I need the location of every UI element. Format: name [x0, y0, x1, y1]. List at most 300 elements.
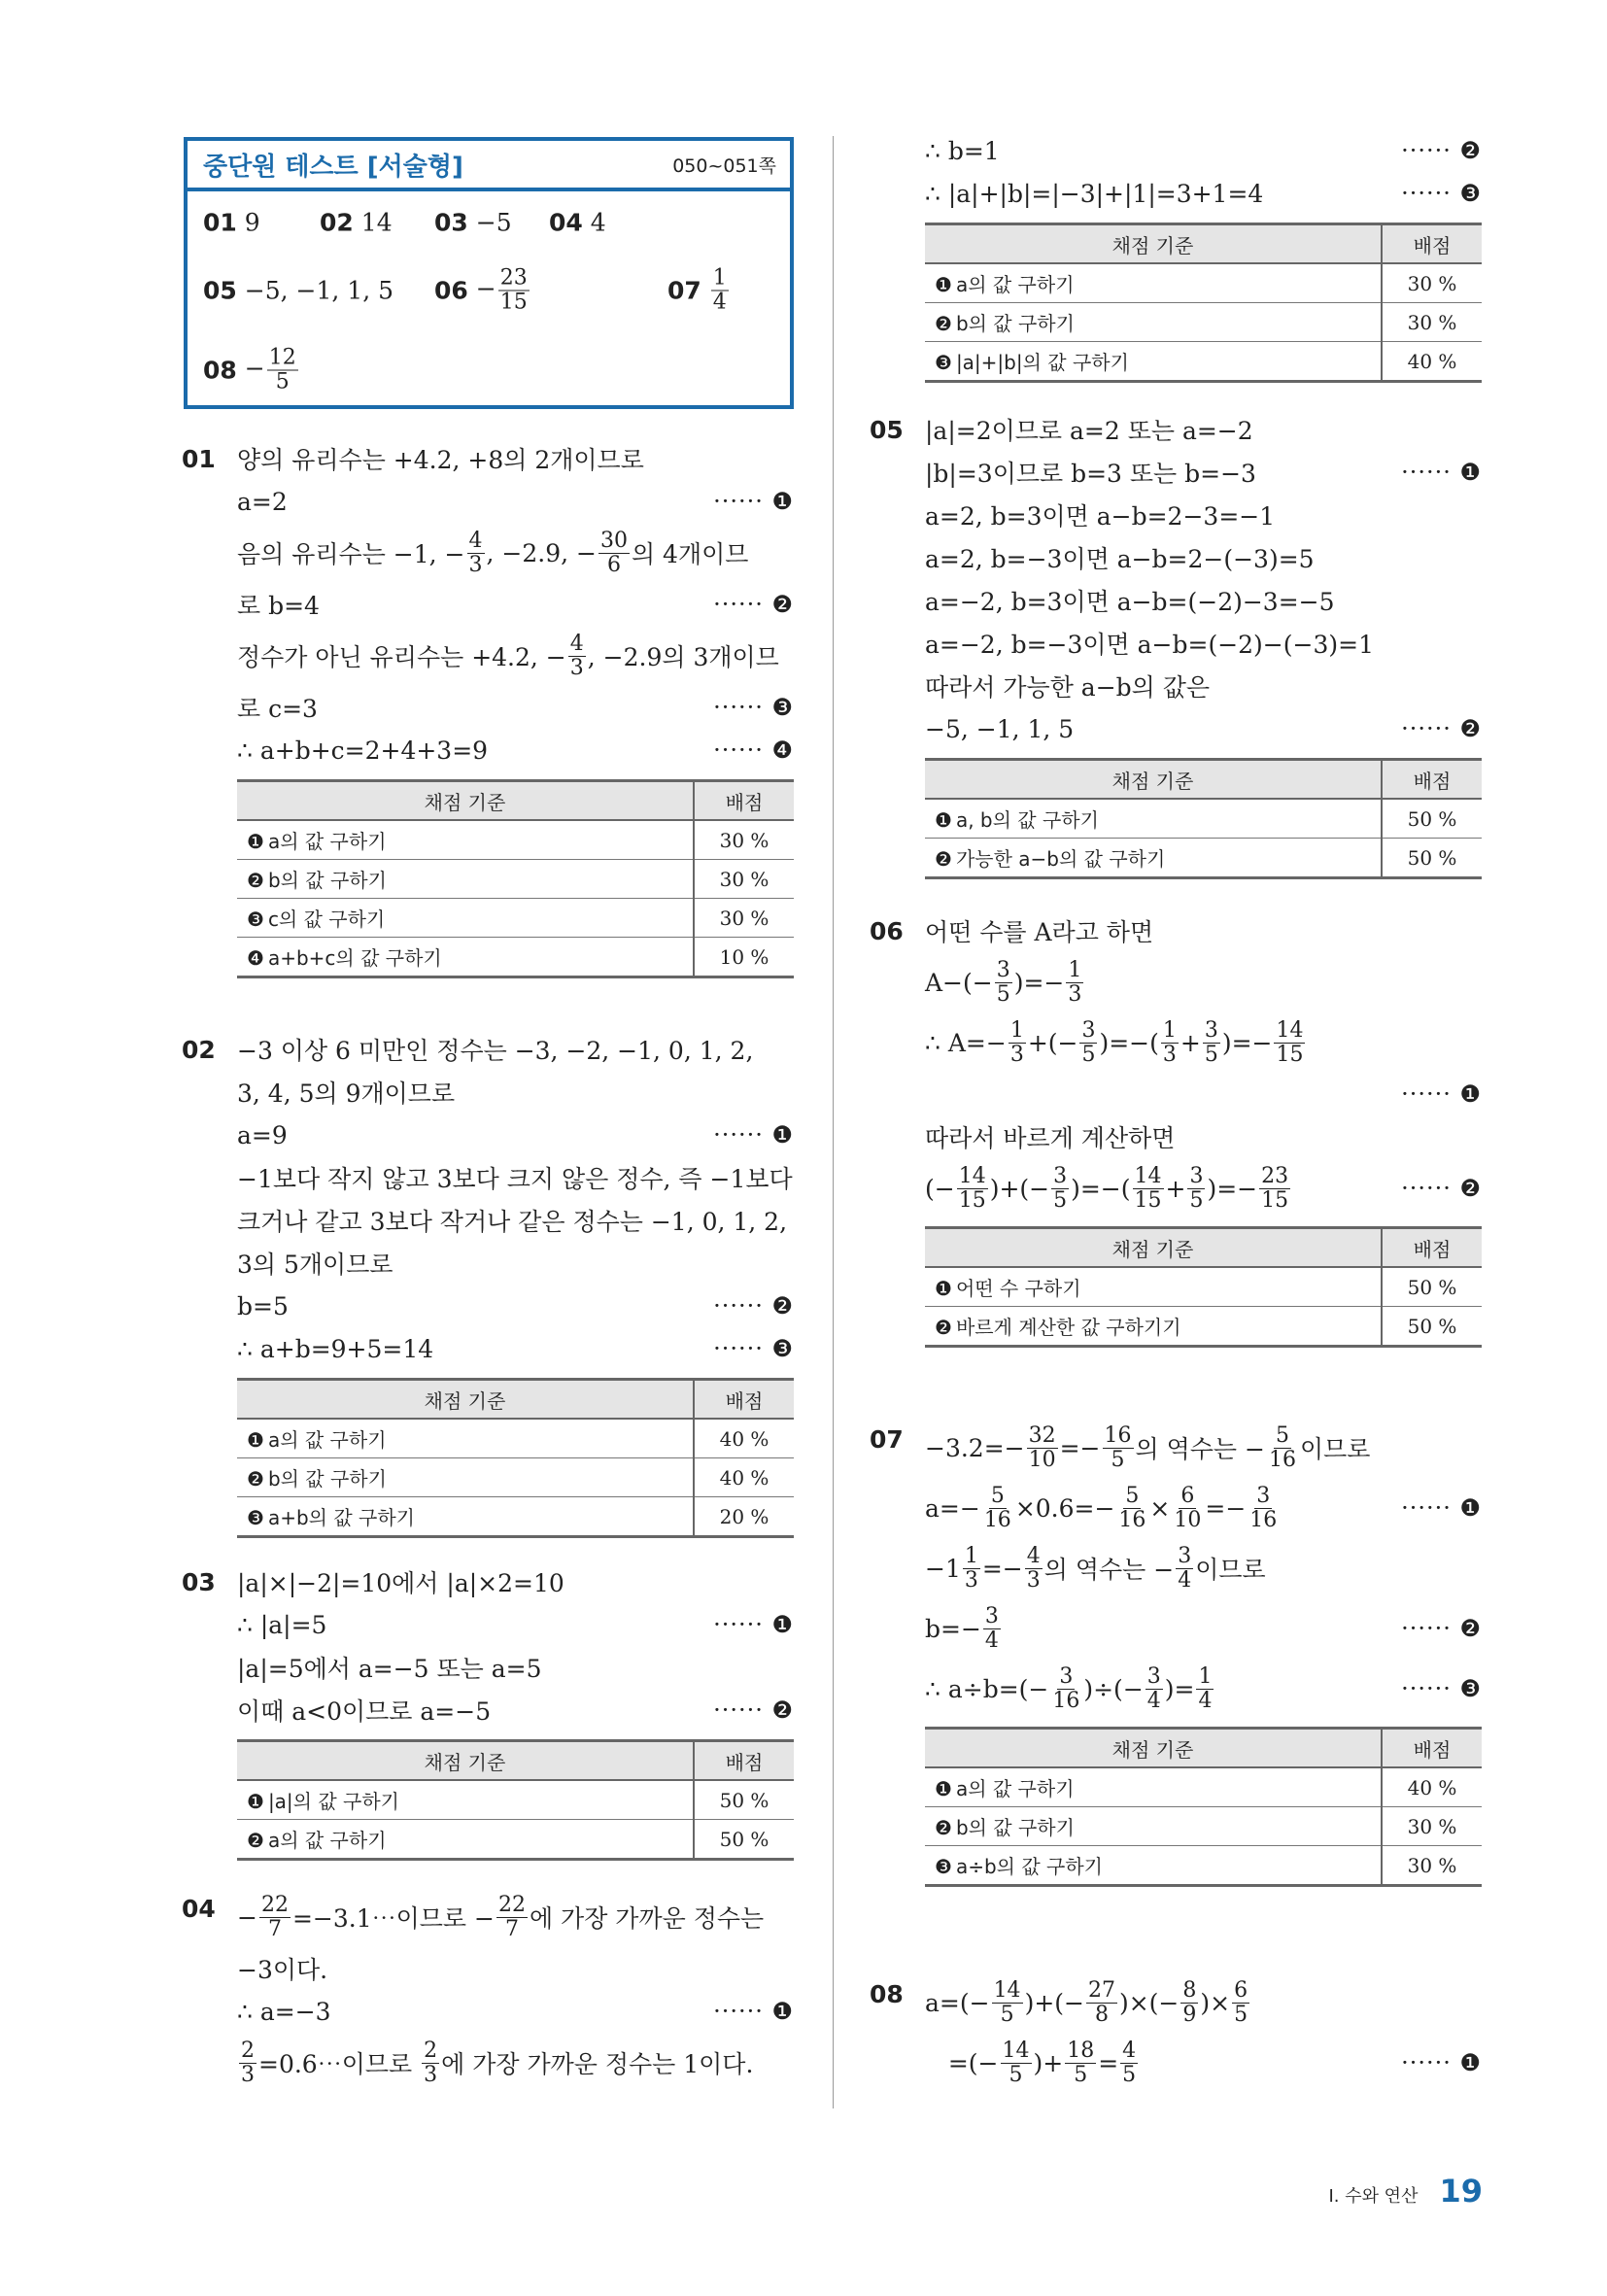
criteria-text: 어떤 수 구하기: [955, 1277, 1081, 1300]
numerator: 3: [996, 957, 1010, 982]
table-row: [925, 263, 1482, 303]
math-text: −3 이상 6 미만인 정수는 −3, −2, −1, 0, 1, 2,: [237, 1037, 754, 1065]
problem-number: 08: [870, 1979, 904, 2008]
solution-line: [237, 1327, 794, 1370]
criteria-text: a의 값 구하기: [955, 273, 1075, 296]
math-text: ∴ b=1: [925, 136, 1000, 165]
math-text: a=2: [237, 487, 288, 516]
numerator: 4: [468, 528, 483, 553]
score-cell: 50 %: [1382, 839, 1482, 878]
math-text: −3.2=−: [925, 1433, 1025, 1462]
score-cell: 50 %: [694, 1780, 794, 1820]
fraction: [467, 530, 485, 577]
leader-dots: ······: [1401, 137, 1460, 164]
criteria-text: a+b의 값 구하기: [267, 1506, 415, 1529]
answer-item: [203, 277, 393, 305]
criteria-cell: [925, 1846, 1382, 1886]
criteria-text: a의 값 구하기: [267, 830, 387, 853]
table-row: [925, 303, 1482, 342]
math-text: ∴ a+b+c=2+4+3=9: [237, 736, 489, 765]
math-text: )+(−: [989, 1174, 1050, 1203]
math-text: ×: [1149, 1493, 1171, 1523]
score-cell: 40 %: [694, 1458, 794, 1497]
table-header-row: [925, 1729, 1482, 1768]
step-marker: [713, 1603, 794, 1646]
step-marker: [1401, 2033, 1482, 2093]
fraction: [1145, 1665, 1163, 1713]
chapter-label: Ⅰ. 수와 연산: [1328, 2186, 1419, 2207]
math-text: 이므로: [1195, 1556, 1266, 1584]
step-marker: [713, 729, 794, 771]
denominator: 16: [1268, 1447, 1296, 1472]
criteria-header: 채점 기준: [237, 781, 694, 821]
step-marker: ❶: [935, 1777, 952, 1800]
math-text: 에 가장 가까운 정수는 1이다.: [441, 2050, 754, 2078]
math-text: ∴ A=−: [925, 1028, 1007, 1057]
denominator: 5: [1081, 1042, 1096, 1067]
math-text: ∴ a+b=9+5=14: [237, 1334, 434, 1363]
numerator: 3: [1053, 1163, 1068, 1188]
math-text: )=−: [1013, 968, 1065, 997]
math-text: |a|=2이므로 a=2 또는 a=−2: [925, 417, 1253, 445]
solution-line: [237, 1285, 794, 1327]
solution-line: [925, 1659, 1482, 1719]
solution-line: [925, 408, 1482, 451]
step-marker: [1401, 1478, 1482, 1538]
step-marker: ❷: [247, 1467, 264, 1491]
step-marker: ❶: [247, 830, 264, 853]
score-header: 배점: [1382, 1228, 1482, 1268]
criteria-text: a의 값 구하기: [267, 1829, 387, 1852]
step-number: ❷: [1459, 137, 1482, 164]
score-cell: 30 %: [1382, 303, 1482, 342]
table-row: [237, 899, 794, 938]
problem-05: [870, 408, 1482, 883]
step-marker: [713, 1285, 794, 1327]
math-text: 로 c=3: [237, 695, 318, 723]
answer-value: [361, 209, 393, 237]
problem-06: [870, 909, 1482, 1352]
denominator: 5: [1234, 2002, 1248, 2027]
step-marker: [1401, 1158, 1482, 1218]
problem-number: 04: [182, 1894, 216, 1923]
table-row: [925, 1767, 1482, 1807]
fraction: [1120, 2039, 1138, 2087]
fraction: [1103, 1424, 1134, 1472]
criteria-cell: [925, 1807, 1382, 1846]
numerator: 16: [1104, 1422, 1132, 1448]
denominator: 3: [1009, 1042, 1024, 1067]
denominator: 10: [1028, 1447, 1056, 1472]
denominator: 4: [984, 1628, 999, 1653]
solution-line: [237, 437, 794, 480]
numerator: 4: [1122, 2038, 1137, 2063]
math-text: +: [1180, 1028, 1201, 1057]
math-text: −5, −1, 1, 5: [925, 714, 1075, 743]
math-text: ×0.6=−: [1014, 1493, 1115, 1523]
step-marker: ❶: [935, 273, 952, 296]
answer-value: [245, 277, 393, 305]
denominator: 16: [983, 1507, 1011, 1532]
leader-dots: ······: [1401, 1175, 1460, 1202]
math-text: =: [1098, 2048, 1119, 2077]
solution-line: [925, 172, 1482, 215]
step-marker: ❹: [247, 946, 264, 970]
step-marker: ❸: [935, 351, 952, 374]
fraction: [1248, 1485, 1279, 1532]
numerator: 3: [1081, 1017, 1096, 1043]
fraction: [983, 1605, 1001, 1653]
answer-item: [434, 267, 531, 315]
criteria-text: 가능한 a−b의 값 구하기: [955, 847, 1166, 871]
criteria-cell: [925, 1267, 1382, 1307]
criteria-cell: [925, 1307, 1382, 1347]
leader-dots: ······: [1401, 715, 1460, 742]
criteria-text: |a|+|b|의 값 구하기: [955, 351, 1129, 374]
answer-number: 08: [203, 356, 237, 385]
criteria-text: 바르게 계산한 값 구하기기: [955, 1316, 1181, 1339]
table-header-row: [237, 1741, 794, 1781]
answer-value: [591, 209, 606, 237]
step-number: ❷: [1459, 715, 1482, 742]
math-text: )÷(−: [1083, 1674, 1144, 1703]
leader-dots: ······: [713, 1611, 772, 1638]
leader-dots: ······: [1401, 2049, 1460, 2076]
numerator: 3: [1059, 1663, 1074, 1689]
math-text: b=5: [237, 1291, 289, 1320]
denominator: 3: [964, 1567, 978, 1593]
math-text: =0.6⋯이므로: [258, 2050, 421, 2078]
solution-line: [925, 1158, 1482, 1218]
solution-line: [925, 707, 1482, 750]
math-text: , −2.9, −: [486, 538, 597, 567]
denominator: 5: [996, 981, 1010, 1007]
solution-line: [925, 622, 1482, 665]
solution-line: [925, 1972, 1482, 2033]
fraction: [498, 267, 530, 315]
column-divider: [833, 136, 834, 2108]
answer-value: [245, 347, 300, 394]
criteria-text: a÷b의 값 구하기: [955, 1855, 1103, 1878]
math-text: )×(−: [1118, 1988, 1180, 2017]
leader-dots: ······: [713, 737, 772, 764]
answer-number: 06: [434, 276, 468, 305]
grading-table: [925, 1727, 1482, 1887]
answer-number: 01: [203, 208, 237, 237]
score-cell: 10 %: [694, 938, 794, 977]
leader-dots: ······: [713, 488, 772, 515]
solution-line: [925, 1598, 1482, 1659]
math-text: 따라서 바르게 계산하면: [925, 1124, 1176, 1152]
solution-line: [925, 1478, 1482, 1538]
numerator: 18: [1067, 2038, 1095, 2063]
table-row: [925, 1307, 1482, 1347]
math-text: ∴ |a|+|b|=|−3|+|1|=3+1=4: [925, 179, 1264, 208]
leader-dots: ······: [1401, 180, 1460, 207]
problem-01: [182, 437, 794, 982]
criteria-header: 채점 기준: [925, 760, 1382, 800]
table-row: [237, 1780, 794, 1820]
math-text: )×: [1200, 1988, 1231, 2017]
answer-number: 07: [667, 276, 701, 305]
math-text: 정수가 아닌 유리수는 +4.2, −: [237, 643, 566, 671]
fraction: [1161, 1019, 1179, 1067]
fraction: [1176, 1545, 1193, 1593]
math-text: )=−(: [1071, 1174, 1131, 1203]
table-row: [237, 820, 794, 860]
numerator: 1: [1162, 1017, 1177, 1043]
math-text: 이때 a<0이므로 a=−5: [237, 1697, 492, 1726]
table-header-row: [237, 781, 794, 821]
math-text: )+: [1033, 2048, 1064, 2077]
denominator: 6: [606, 552, 621, 577]
math-text: a=−: [925, 1493, 980, 1523]
criteria-header: 채점 기준: [237, 1741, 694, 1781]
score-header: 배점: [1382, 224, 1482, 264]
grading-table: [237, 1378, 794, 1538]
step-number: ❷: [771, 1292, 794, 1319]
answer-value: [476, 267, 531, 315]
table-row: [925, 342, 1482, 382]
solution-line: [925, 2033, 1482, 2093]
score-cell: 50 %: [1382, 799, 1482, 839]
leader-dots: ······: [713, 1335, 772, 1362]
criteria-text: a, b의 값 구하기: [955, 808, 1099, 832]
problem-number: 01: [182, 444, 216, 473]
leader-dots: ······: [1401, 459, 1460, 486]
math-text: ∴ a÷b=(−: [925, 1674, 1049, 1703]
solution-line: [237, 480, 794, 523]
fraction: [1086, 1979, 1117, 2027]
numerator: 27: [1087, 1977, 1115, 2003]
criteria-text: a+b+c의 값 구하기: [267, 946, 442, 970]
step-marker: ❷: [935, 1816, 952, 1839]
fraction: [239, 2039, 256, 2087]
solution-line: [237, 1990, 794, 2033]
fraction: [1009, 1019, 1026, 1067]
table-row: [237, 938, 794, 977]
math-text: −1보다 작지 않고 3보다 크지 않은 정수, 즉 −1보다: [237, 1165, 793, 1193]
math-text: 3의 5개이므로: [237, 1251, 393, 1279]
answer-value: [245, 209, 260, 237]
criteria-cell: [925, 263, 1382, 303]
denominator: 5: [1074, 2062, 1088, 2087]
denominator: 8: [1094, 2002, 1109, 2027]
fraction: [1001, 2039, 1032, 2087]
step-marker: [713, 1114, 794, 1156]
criteria-cell: [237, 1820, 694, 1860]
denominator: 16: [1249, 1507, 1278, 1532]
denominator: 5: [1000, 2002, 1014, 2027]
step-marker: [1401, 1659, 1482, 1719]
math-text: =−: [1059, 1433, 1101, 1462]
solution-line: [237, 1199, 794, 1242]
fraction: [992, 1979, 1023, 2027]
solution-line: [925, 494, 1482, 536]
denominator: 3: [1068, 981, 1082, 1007]
math-text: −: [475, 274, 496, 303]
step-number: ❷: [771, 1696, 794, 1724]
math-text: −3이다.: [237, 1956, 328, 1984]
math-text: =−: [1205, 1493, 1247, 1523]
fraction: [1133, 1165, 1164, 1213]
criteria-cell: [925, 839, 1382, 878]
fraction: [568, 633, 586, 680]
step-marker: ❷: [935, 847, 952, 871]
solution-line: [237, 1887, 794, 1947]
numerator: 22: [497, 1892, 526, 1917]
criteria-header: 채점 기준: [925, 224, 1382, 264]
step-marker: [1401, 707, 1482, 750]
math-text: a=9: [237, 1120, 288, 1149]
solution-line: [925, 665, 1482, 707]
solution-line: [237, 1242, 794, 1285]
solution-line: [237, 1028, 794, 1071]
math-text: )+(−: [1024, 1988, 1084, 2017]
leader-dots: ······: [1401, 1080, 1460, 1108]
fraction: [259, 1894, 291, 1941]
leader-dots: ······: [713, 1292, 772, 1319]
fraction: [1180, 1979, 1198, 2027]
numerator: 1: [1009, 1017, 1024, 1043]
solution-line: [925, 1115, 1482, 1158]
criteria-cell: [925, 1767, 1382, 1807]
fraction: [1065, 2039, 1096, 2087]
denominator: 15: [499, 290, 528, 315]
math-text: (−: [925, 1174, 955, 1203]
denominator: 9: [1182, 2002, 1197, 2027]
denominator: 15: [1276, 1042, 1304, 1067]
problem-number: 07: [870, 1424, 904, 1454]
numerator: 1: [1068, 957, 1082, 982]
numerator: 14: [1276, 1017, 1304, 1043]
math-text: , −2.9의 3개이므: [587, 643, 779, 671]
fraction: [1172, 1485, 1203, 1532]
numerator: 4: [1026, 1543, 1041, 1568]
step-marker: ❷: [935, 312, 952, 335]
numerator: 3: [984, 1603, 999, 1628]
solution-line: [237, 2033, 794, 2093]
answer-item: [203, 209, 260, 237]
score-cell: 50 %: [1382, 1267, 1482, 1307]
score-cell: 30 %: [694, 899, 794, 938]
score-cell: 30 %: [1382, 263, 1482, 303]
criteria-header: 채점 기준: [925, 1228, 1382, 1268]
solution-line: [237, 1689, 794, 1731]
table-header-row: [925, 224, 1482, 264]
step-number: ❶: [1459, 1494, 1482, 1522]
score-cell: 40 %: [1382, 1767, 1482, 1807]
score-cell: 40 %: [1382, 342, 1482, 382]
criteria-text: c의 값 구하기: [267, 908, 386, 931]
denominator: 5: [1122, 2062, 1137, 2087]
denominator: 16: [1052, 1688, 1080, 1713]
math-text: =−: [981, 1554, 1023, 1583]
answer-item: [434, 209, 512, 237]
denominator: 4: [1198, 1688, 1213, 1713]
math-text: 따라서 가능한 a−b의 값은: [925, 673, 1211, 702]
step-number: ❶: [771, 1611, 794, 1638]
denominator: 15: [958, 1187, 986, 1213]
score-cell: 30 %: [694, 860, 794, 899]
step-marker: ❷: [935, 1316, 952, 1339]
score-cell: 20 %: [694, 1497, 794, 1537]
table-row: [237, 1820, 794, 1860]
answer-number: 05: [203, 276, 237, 305]
solution-line: [237, 1071, 794, 1114]
fraction: [995, 959, 1012, 1007]
numerator: 3: [1189, 1163, 1204, 1188]
numerator: 5: [1275, 1422, 1289, 1448]
step-number: ❸: [1459, 1675, 1482, 1702]
fraction: [1079, 1019, 1097, 1067]
section-title: 중단원 테스트 [서술형]: [203, 152, 463, 182]
fraction: [1116, 1485, 1147, 1532]
step-number: ❷: [771, 591, 794, 618]
leader-dots: ······: [713, 1121, 772, 1148]
fraction: [1267, 1424, 1298, 1472]
fraction: [1050, 1665, 1081, 1713]
numerator: 12: [268, 345, 296, 370]
numerator: 22: [260, 1892, 289, 1917]
score-header: 배점: [694, 1380, 794, 1420]
numerator: 32: [1028, 1422, 1056, 1448]
grading-table: [237, 779, 794, 978]
answer-number: 04: [549, 208, 583, 237]
denominator: 3: [1026, 1567, 1041, 1593]
score-cell: 50 %: [1382, 1307, 1482, 1347]
table-row: [237, 860, 794, 899]
table-row: [925, 799, 1482, 839]
problem-03: [182, 1560, 794, 1865]
numerator: 23: [1261, 1163, 1289, 1188]
solution-line: [925, 952, 1482, 1012]
score-header: 배점: [694, 1741, 794, 1781]
math-text: 의 4개이므: [631, 540, 749, 568]
math-text: A−(−: [925, 968, 993, 997]
criteria-cell: [237, 1458, 694, 1497]
denominator: 3: [468, 552, 483, 577]
criteria-text: b의 값 구하기: [955, 312, 1075, 335]
numerator: 23: [499, 265, 528, 291]
numerator: 6: [1180, 1483, 1195, 1508]
criteria-cell: [925, 303, 1382, 342]
leader-dots: ······: [713, 1998, 772, 2025]
answer-value: [476, 209, 512, 237]
math-text: −5, −1, 1, 5: [244, 276, 393, 305]
numerator: 3: [1204, 1017, 1218, 1043]
step-marker: [713, 686, 794, 729]
solution-line: [237, 1603, 794, 1646]
step-number: ❷: [1459, 1615, 1482, 1642]
numerator: 6: [1234, 1977, 1248, 2003]
criteria-text: a의 값 구하기: [267, 1428, 387, 1452]
step-marker: ❷: [247, 869, 264, 892]
solution-line: [237, 1560, 794, 1603]
math-text: |b|=3이므로 b=3 또는 b=−3: [925, 460, 1256, 488]
denominator: 4: [1146, 1688, 1161, 1713]
solution-line: [925, 1073, 1482, 1115]
denominator: 5: [1189, 1187, 1204, 1213]
fraction: [963, 1545, 980, 1593]
denominator: 5: [1204, 1042, 1218, 1067]
numerator: 4: [569, 631, 584, 656]
criteria-cell: [925, 342, 1382, 382]
table-header-row: [925, 760, 1482, 800]
solution-line: [925, 1012, 1482, 1073]
denominator: 10: [1174, 1507, 1202, 1532]
step-marker: ❸: [935, 1855, 952, 1878]
